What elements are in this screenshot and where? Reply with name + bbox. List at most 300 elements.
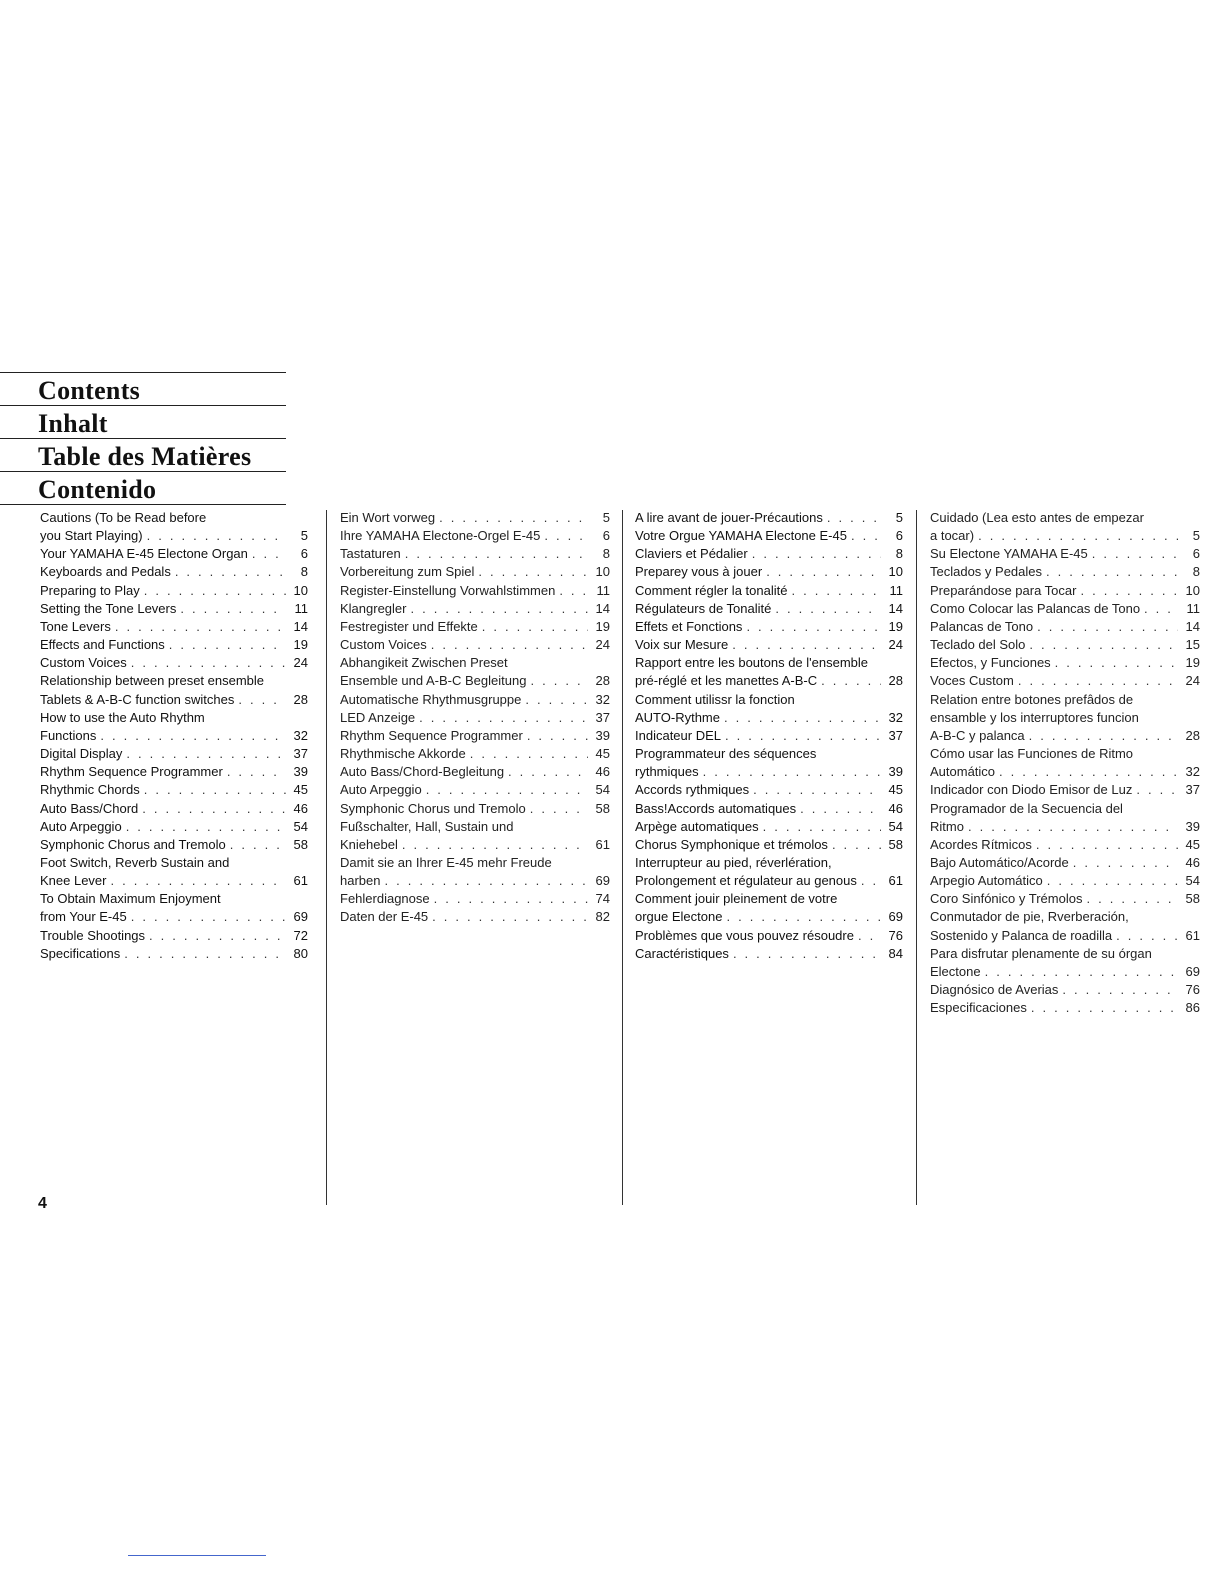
toc-entry-title: rythmiques [635, 764, 699, 780]
dot-leader [1032, 836, 1178, 854]
toc-entry-page: 10 [595, 564, 610, 580]
toc-entry-page: 86 [1185, 1000, 1200, 1016]
toc-entry [340, 781, 610, 799]
dot-leader [120, 945, 286, 963]
dot-leader [1027, 999, 1178, 1017]
toc-entry-page: 8 [602, 546, 610, 562]
toc-entry-page: 8 [300, 564, 308, 580]
toc-entry [635, 563, 903, 581]
toc-entry [340, 582, 610, 600]
dot-leader [143, 527, 286, 545]
dot-leader [1025, 727, 1178, 745]
toc-entry [635, 908, 903, 926]
toc-entry-title: Rhythmische Akkorde [340, 746, 466, 762]
toc-entry-title: Auto Bass/Chord-Begleitung [340, 764, 505, 780]
toc-entry-title: Especificaciones [930, 1000, 1027, 1016]
toc-entry [340, 763, 610, 781]
dot-leader [111, 618, 286, 636]
toc-entry [40, 872, 308, 890]
toc-entry-line: Programmateur des séquences [635, 746, 817, 762]
toc-entry [340, 745, 610, 763]
toc-entry-title: Functions [40, 727, 97, 743]
toc-entry [635, 545, 903, 563]
toc-entry-line: Cuidado (Lea esto antes de empezar [930, 510, 1144, 525]
toc-entry [40, 582, 308, 600]
toc-entry-title: Votre Orgue YAMAHA Electone E-45 [635, 528, 847, 544]
toc-entry-title: Indicador con Diodo Emisor de Luz [930, 782, 1133, 798]
dot-leader [466, 745, 588, 763]
dot-leader [995, 763, 1178, 781]
toc-entry-title: harben [340, 873, 381, 889]
toc-entry-title: Efectos, y Funciones [930, 655, 1051, 671]
toc-entry-page: 76 [888, 927, 903, 943]
toc-entry-title: Register-Einstellung Vorwahlstimmen [340, 582, 556, 598]
toc-entry-page: 11 [889, 582, 903, 598]
toc-entry [340, 636, 610, 654]
dot-leader [964, 818, 1178, 836]
title-table-des-matieres [0, 438, 286, 471]
toc-entry-title: Indicateur DEL [635, 727, 721, 743]
toc-entry-title: Automatische Rhythmusgruppe [340, 691, 522, 707]
dot-leader [1069, 854, 1178, 872]
toc-entry-page: 5 [602, 510, 610, 525]
toc-entry-line: Interrupteur au pied, réverlération, [635, 854, 832, 870]
toc-entry-title: from Your E-45 [40, 909, 127, 925]
toc-entry-page: 24 [888, 637, 903, 653]
dot-leader [140, 781, 286, 799]
toc-entry [340, 890, 610, 908]
dot-leader [540, 527, 588, 545]
dot-leader [122, 745, 286, 763]
toc-entry-page: 61 [888, 873, 903, 889]
dot-leader [1140, 600, 1178, 618]
toc-entry-line: Rapport entre les boutons de l'ensemble [635, 655, 869, 671]
toc-entry-page: 11 [294, 600, 308, 616]
toc-entry-title: Preparándose para Tocar [930, 582, 1077, 598]
dot-leader [720, 709, 881, 727]
dot-leader [127, 654, 286, 672]
toc-entry-page: 69 [293, 909, 308, 925]
toc-entry [635, 781, 903, 799]
toc-entry-page: 58 [595, 800, 610, 816]
toc-entry [930, 636, 1200, 654]
toc-entry-page: 69 [888, 909, 903, 925]
dot-leader [140, 582, 286, 600]
toc-entry-line: Cómo usar las Funciones de Ritmo [930, 746, 1134, 762]
toc-entry-page: 24 [1185, 673, 1200, 689]
toc-entry [635, 672, 903, 690]
toc-entry-page: 58 [293, 836, 308, 852]
toc-entry-title: Régulateurs de Tonalité [635, 600, 772, 616]
toc-entry-page: 14 [888, 600, 903, 616]
toc-entry-line: Abhangikeit Zwischen Preset [340, 655, 508, 671]
toc-entry-title: Festregister und Effekte [340, 618, 478, 634]
toc-entry-title: Custom Voices [40, 655, 127, 671]
toc-entry-title: Arpège automatiques [635, 818, 759, 834]
toc-entry [930, 618, 1200, 636]
dot-leader [526, 800, 588, 818]
toc-entry-title: Ein Wort vorweg [340, 510, 436, 525]
toc-entry-page: 15 [1185, 637, 1200, 653]
toc-entry [635, 800, 903, 818]
toc-entry-page: 39 [595, 727, 610, 743]
toc-entry-page: 6 [602, 528, 610, 544]
toc-entry-title: a tocar) [930, 528, 975, 544]
toc-entry [340, 618, 610, 636]
toc-entry-page: 54 [595, 782, 610, 798]
toc-entry [930, 763, 1200, 781]
toc-entry-page: 28 [595, 673, 610, 689]
toc-entry-line: Programador de la Secuencia del [930, 800, 1123, 816]
toc-entry-page: 5 [895, 510, 903, 525]
dot-leader [1088, 545, 1178, 563]
toc-entry-page: 61 [1185, 927, 1200, 943]
toc-entry-page: 54 [293, 818, 308, 834]
dot-leader [555, 582, 588, 600]
toc-entry-page: 72 [293, 927, 308, 943]
toc-entry-title: Tablets & A-B-C function switches [40, 691, 235, 707]
toc-entry [40, 781, 308, 799]
toc-entry-title: Chorus Symphonique et trémolos [635, 836, 828, 852]
dot-leader [380, 872, 588, 890]
dot-leader [828, 836, 881, 854]
toc-entry-title: Ihre YAMAHA Electone-Orgel E-45 [340, 528, 541, 544]
dot-leader [427, 636, 588, 654]
toc-entry-page: 32 [595, 691, 610, 707]
toc-entry-page: 19 [595, 618, 610, 634]
toc-entry [40, 654, 308, 672]
toc-entry-title: Coro Sinfónico y Trémolos [930, 891, 1083, 907]
toc-entry [930, 818, 1200, 836]
title-contents [0, 372, 286, 405]
toc-entry-title: Arpegio Automático [930, 873, 1043, 889]
dot-leader [699, 763, 881, 781]
toc-entry-line: How to use the Auto Rhythm [40, 709, 205, 725]
toc-entry-title: Digital Display [40, 746, 123, 762]
toc-entry-page: 74 [595, 891, 610, 907]
toc-entry-title: Preparey vous à jouer [635, 564, 763, 580]
dot-leader [847, 527, 881, 545]
toc-entry-page: 19 [293, 637, 308, 653]
toc-entry-page: 37 [888, 727, 903, 743]
dot-leader [857, 872, 881, 890]
toc-entry [635, 763, 903, 781]
dot-leader [145, 927, 286, 945]
toc-entry-title: Vorbereitung zum Spiel [340, 564, 475, 580]
dot-leader [138, 800, 286, 818]
toc-entry [635, 727, 903, 745]
toc-entry [930, 600, 1200, 618]
toc-entry-line: Foot Switch, Reverb Sustain and [40, 854, 230, 870]
toc-entry [40, 927, 308, 945]
toc-entry-title: Trouble Shootings [40, 927, 146, 943]
dot-leader [748, 545, 881, 563]
toc-entry-title: Effects and Functions [40, 637, 165, 653]
toc-entry [340, 672, 610, 690]
dot-leader [474, 563, 588, 581]
toc-entry-title: Comment régler la tonalité [635, 582, 788, 598]
dot-leader [974, 527, 1178, 545]
toc-entry-page: 58 [1185, 891, 1200, 907]
toc-entry-title: A lire avant de jouer-Précautions [635, 510, 823, 525]
toc-entry-title: Tone Levers [40, 618, 111, 634]
dot-leader [817, 672, 881, 690]
dot-leader [171, 563, 286, 581]
toc-entry-page: 39 [1185, 818, 1200, 834]
toc-entry-title: Sostenido y Palanca de roadilla [930, 927, 1113, 943]
dot-leader [407, 600, 589, 618]
toc-entry-title: LED Anzeige [340, 709, 416, 725]
dot-leader [981, 963, 1178, 981]
toc-entry-page: 8 [895, 546, 903, 562]
dot-leader [165, 636, 286, 654]
dot-leader [226, 836, 286, 854]
dot-leader [127, 908, 286, 926]
toc-entry-title: Bajo Automático/Acorde [930, 854, 1069, 870]
toc-entry-page: 61 [293, 873, 308, 889]
toc-entry-title: A-B-C y palanca [930, 727, 1025, 743]
toc-entry [40, 563, 308, 581]
toc-entry-page: 32 [888, 709, 903, 725]
toc-entry [340, 527, 610, 545]
toc-entry-title: Como Colocar las Palancas de Tono [930, 600, 1141, 616]
toc-entry-title: Rhythmic Chords [40, 782, 140, 798]
dot-leader [422, 781, 588, 799]
toc-entry [635, 509, 903, 527]
toc-entry-page: 8 [1192, 564, 1200, 580]
toc-entry [635, 818, 903, 836]
toc-entry-page: 28 [1185, 727, 1200, 743]
dot-leader [722, 908, 881, 926]
toc-entry [930, 927, 1200, 945]
toc-entry [40, 636, 308, 654]
toc-entry-title: Voces Custom [930, 673, 1014, 689]
toc-entry-title: Keyboards and Pedals [40, 564, 171, 580]
toc-entry-title: Symphonic Chorus und Tremolo [340, 800, 526, 816]
dot-leader [1132, 781, 1178, 799]
dot-leader [749, 781, 881, 799]
toc-entry-line: Cautions (To be Read before [40, 510, 207, 525]
toc-entry-page: 39 [293, 764, 308, 780]
toc-entry [635, 872, 903, 890]
dot-leader [523, 727, 588, 745]
toc-entry-line: Comment utilissr la fonction [635, 691, 795, 707]
toc-entry-page: 82 [595, 909, 610, 925]
toc-entry-page: 14 [595, 600, 610, 616]
toc-entry-page: 28 [293, 691, 308, 707]
title-table-des-matieres-text: Table des Matières [38, 442, 252, 471]
column-divider [326, 510, 327, 1205]
dot-leader [759, 818, 881, 836]
toc-entry [340, 836, 610, 854]
title-inhalt-text: Inhalt [38, 409, 108, 438]
toc-entry [40, 545, 308, 563]
dot-leader [823, 509, 881, 527]
toc-entry-page: 69 [1185, 963, 1200, 979]
toc-entry [930, 527, 1200, 545]
toc-entry [635, 836, 903, 854]
dot-leader [1082, 890, 1178, 908]
toc-entry-page: 69 [595, 873, 610, 889]
page-number: 4 [38, 1195, 47, 1212]
toc-entry [40, 600, 308, 618]
toc-entry-title: Auto Arpeggio [340, 782, 422, 798]
title-inhalt [0, 405, 286, 438]
title-contents-text: Contents [38, 376, 141, 405]
toc-entry-title: Problèmes que vous pouvez résoudre [635, 927, 854, 943]
toc-entry-page: 46 [1185, 854, 1200, 870]
toc-entry-title: Automático [930, 764, 996, 780]
toc-entry-page: 80 [293, 945, 308, 961]
dot-leader [728, 636, 881, 654]
toc-entry [340, 709, 610, 727]
toc-entry [40, 945, 308, 963]
toc-entry-title: AUTO-Rythme [635, 709, 720, 725]
toc-entry [930, 981, 1200, 999]
toc-entry [930, 582, 1200, 600]
toc-entry [340, 800, 610, 818]
toc-entry [340, 545, 610, 563]
toc-entry [930, 563, 1200, 581]
dot-leader [854, 927, 881, 945]
dot-leader [1051, 654, 1178, 672]
toc-entry-line: Relationship between preset ensemble [40, 673, 265, 689]
column-divider [916, 510, 917, 1205]
toc-entry [40, 691, 308, 709]
toc-entry-title: Effets et Fonctions [635, 618, 743, 634]
toc-entry-page: 46 [293, 800, 308, 816]
toc-entry-page: 37 [293, 746, 308, 762]
toc-entry-title: Your YAMAHA E-45 Electone Organ [40, 546, 248, 562]
toc-entry-title: Prolongement et régulateur au genous [635, 873, 857, 889]
toc-entry-title: Electone [930, 963, 981, 979]
toc-entry [930, 872, 1200, 890]
toc-entry [40, 763, 308, 781]
toc-column-german [340, 509, 610, 927]
toc-entry [635, 600, 903, 618]
toc-entry-title: Symphonic Chorus and Tremolo [40, 836, 226, 852]
dot-leader [762, 563, 881, 581]
toc-entry-page: 11 [596, 582, 610, 598]
toc-entry-title: Palancas de Tono [930, 618, 1034, 634]
toc-entry-title: Voix sur Mesure [635, 637, 729, 653]
dot-leader [729, 945, 881, 963]
toc-entry [930, 963, 1200, 981]
dot-leader [428, 908, 588, 926]
toc-column-english [40, 509, 308, 963]
toc-entry [340, 727, 610, 745]
toc-entry-title: Kniehebel [340, 836, 398, 852]
toc-entry [930, 672, 1200, 690]
toc-entry-page: 10 [293, 582, 308, 598]
toc-entry-title: Ritmo [930, 818, 964, 834]
toc-entry [40, 800, 308, 818]
toc-entry-page: 5 [1192, 528, 1200, 544]
toc-entry-title: Setting the Tone Levers [40, 600, 177, 616]
dot-leader [435, 509, 588, 527]
dot-leader [1033, 618, 1178, 636]
toc-entry-line: To Obtain Maximum Enjoyment [40, 891, 221, 907]
dot-leader [1112, 927, 1178, 945]
toc-entry [635, 618, 903, 636]
toc-entry-page: 61 [595, 836, 610, 852]
toc-entry-page: 32 [1185, 764, 1200, 780]
toc-entry-title: Custom Voices [340, 637, 427, 653]
toc-entry-page: 19 [888, 618, 903, 634]
dot-leader [398, 836, 588, 854]
dot-leader [1076, 582, 1178, 600]
toc-entry [40, 727, 308, 745]
toc-entry-page: 54 [888, 818, 903, 834]
toc-entry [635, 527, 903, 545]
toc-entry-title: Teclado del Solo [930, 637, 1026, 653]
footer-rule [128, 1555, 266, 1556]
dot-leader [742, 618, 881, 636]
dot-leader [1025, 636, 1178, 654]
toc-entry [930, 654, 1200, 672]
dot-leader [787, 582, 881, 600]
toc-entry-title: Auto Arpeggio [40, 818, 122, 834]
dot-leader [248, 545, 286, 563]
toc-entry-title: Klangregler [340, 600, 407, 616]
toc-entry [40, 818, 308, 836]
dot-leader [122, 818, 286, 836]
toc-column-spanish [930, 509, 1200, 1017]
toc-entry [635, 636, 903, 654]
toc-entry-title: Auto Bass/Chord [40, 800, 139, 816]
dot-leader [796, 800, 881, 818]
dot-leader [771, 600, 881, 618]
toc-entry-line: Fußschalter, Hall, Sustain und [340, 818, 514, 834]
toc-entry-title: Claviers et Pédalier [635, 546, 748, 562]
toc-entry-page: 76 [1185, 982, 1200, 998]
toc-entry-title: Ensemble und A-B-C Begleitung [340, 673, 527, 689]
toc-entry-page: 10 [888, 564, 903, 580]
dot-leader [504, 763, 588, 781]
toc-entry-title: Specifications [40, 945, 121, 961]
toc-entry-title: orgue Electone [635, 909, 723, 925]
toc-entry-title: pré-réglé et les manettes A-B-C [635, 673, 818, 689]
toc-entry [40, 618, 308, 636]
dot-leader [223, 763, 286, 781]
dot-leader [96, 727, 286, 745]
toc-entry [340, 563, 610, 581]
toc-entry-page: 45 [595, 746, 610, 762]
toc-entry [930, 781, 1200, 799]
toc-entry-page: 32 [293, 727, 308, 743]
toc-entry [340, 509, 610, 527]
dot-leader [401, 545, 588, 563]
toc-entry-line: Comment jouir pleinement de votre [635, 891, 838, 907]
toc-entry-page: 24 [293, 655, 308, 671]
toc-entry-title: Knee Lever [40, 873, 107, 889]
toc-entry-title: Diagnósico de Averias [930, 982, 1059, 998]
toc-entry [930, 727, 1200, 745]
toc-entry-page: 45 [888, 782, 903, 798]
toc-entry [930, 999, 1200, 1017]
toc-entry-title: Su Electone YAMAHA E-45 [930, 546, 1088, 562]
toc-entry-page: 6 [300, 546, 308, 562]
contents-titles [0, 372, 286, 505]
toc-entry-page: 28 [888, 673, 903, 689]
toc-entry-page: 54 [1185, 873, 1200, 889]
toc-entry-page: 46 [595, 764, 610, 780]
dot-leader [176, 600, 286, 618]
dot-leader [521, 691, 588, 709]
toc-entry [635, 945, 903, 963]
column-divider [622, 510, 623, 1205]
toc-entry-line: Damit sie an Ihrer E-45 mehr Freude [340, 854, 552, 870]
